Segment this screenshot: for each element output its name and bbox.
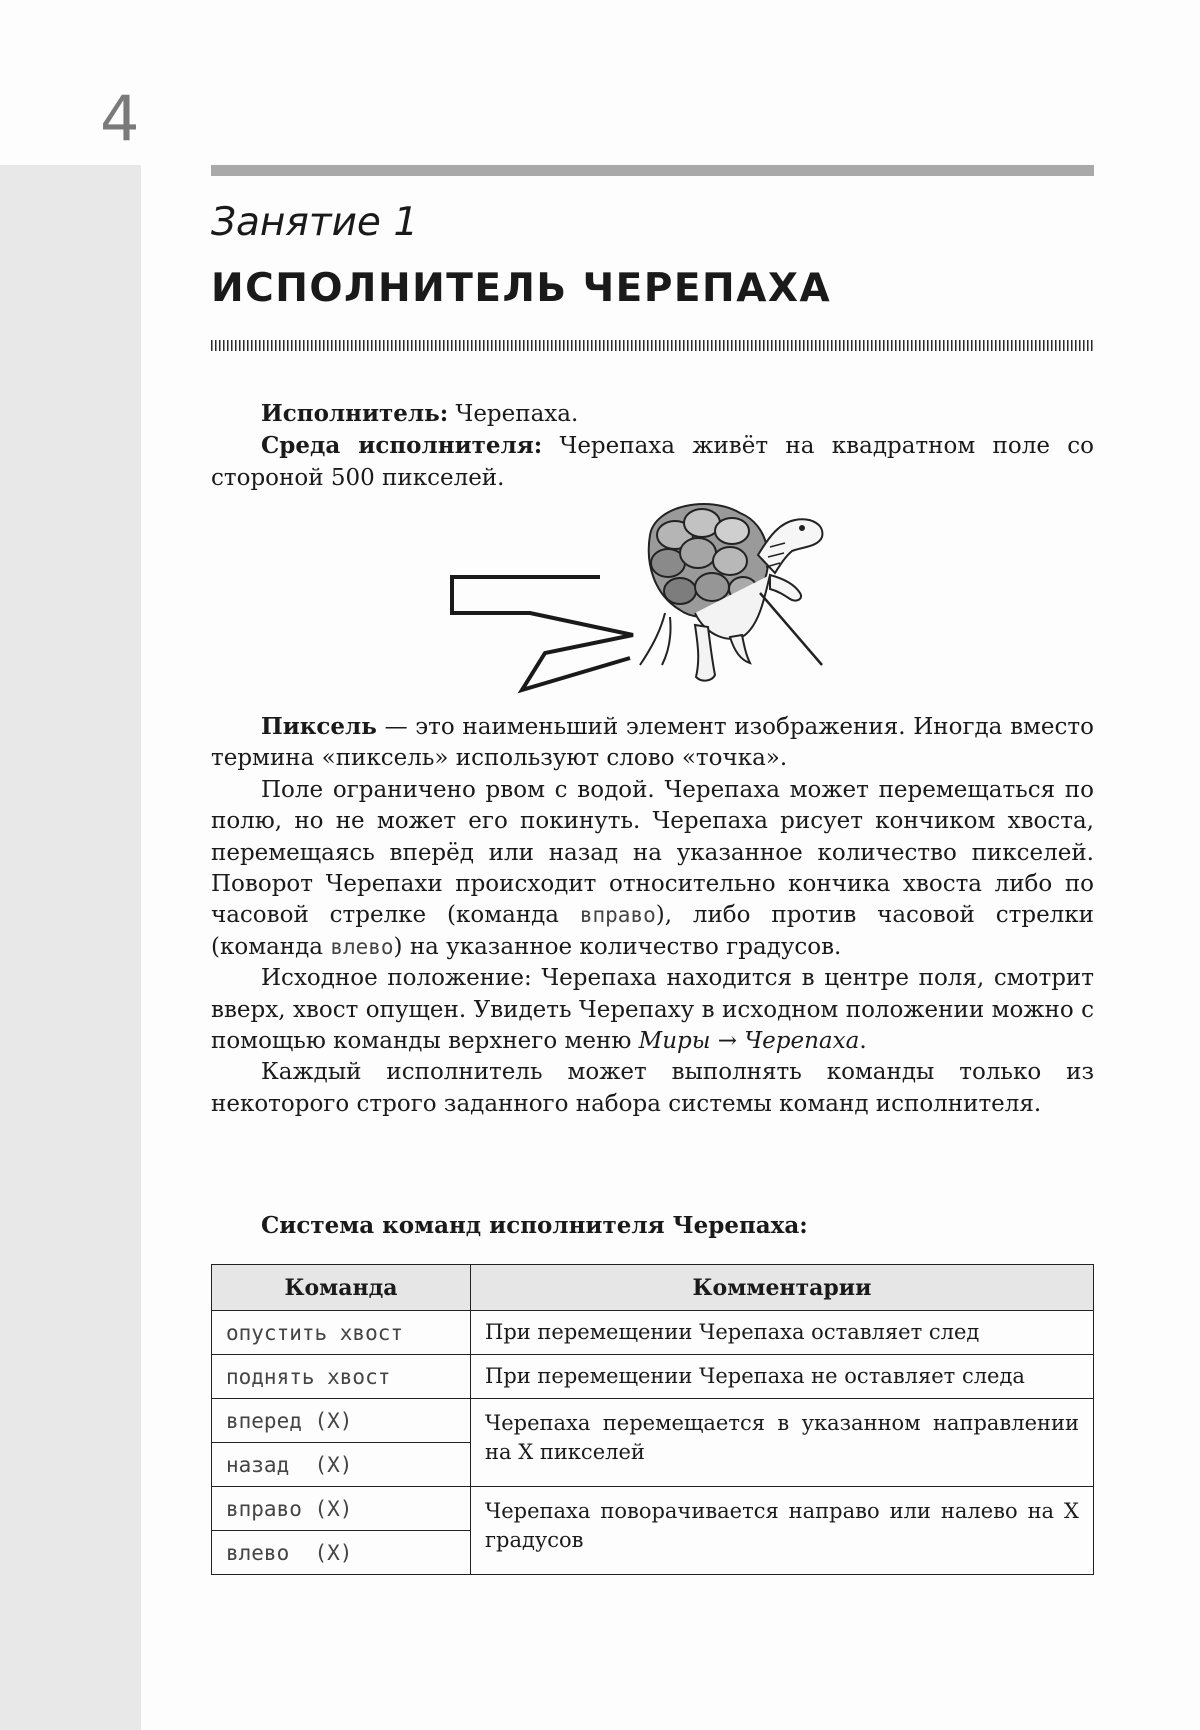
column-header-command: Команда [212,1265,471,1311]
command-cell: вперед (X) [212,1399,471,1443]
start-text-1: Исходное положение: Черепаха находится в центре поля, смотрит вверх, хвост опущен. Увидеть Черепаху в исходном положении можно с помощью команды верхнего меню [211,965,1094,1055]
table-row [212,1487,1094,1531]
commands-table [211,1264,1094,1575]
table-header-row [212,1265,1094,1311]
field-text-3: ) на указанное количество градусов. [393,933,842,960]
comment-cell: Черепаха поворачивается направо или налево на X градусов [471,1487,1094,1575]
column-header-comment: Комментарии [471,1265,1094,1311]
lesson-title: ИСПОЛНИТЕЛЬ ЧЕРЕПАХА [211,266,832,311]
side-margin-bar [0,165,141,1730]
command-left: влево [330,934,394,959]
command-right: вправо [579,903,656,928]
table-row [212,1311,1094,1355]
pixel-term: Пиксель [261,713,377,740]
environment-label: Среда исполнителя: [261,432,543,460]
command-cell: опустить хвост [212,1311,471,1355]
intro-block [211,398,1094,494]
executor-value: Черепаха. [448,401,579,427]
table-row [212,1355,1094,1399]
field-paragraph [211,775,1094,963]
command-cell: влево (X) [212,1531,471,1575]
environment-paragraph [211,430,1094,494]
table-row [212,1399,1094,1443]
field-text-2: ), либо против часовой стрелки (команда [211,902,1094,960]
environment-value: Черепаха живёт на квадратном поле со стороной 500 пикселей. [211,433,1094,491]
comment-cell: При перемещении Черепаха оставляет след [471,1311,1094,1355]
field-text-1: Поле ограничено рвом с водой. Черепаха может перемещаться по полю, но не может его покинуть. Черепаха рисует кончиком хвоста, перемещаясь вперёд или назад на указанное количество пикселей. Поворот Черепахи происходит относительно кончика хвоста либо по часовой стрелке (команда [211,776,1094,929]
menu-path: Миры → Черепаха [638,1028,860,1055]
command-cell: назад (X) [212,1443,471,1487]
start-text-2: . [859,1028,867,1055]
comment-cell: Черепаха перемещается в указанном направлении на X пикселей [471,1399,1094,1487]
turtle-drawing-icon [440,495,860,700]
comment-cell: При перемещении Черепаха не оставляет следа [471,1355,1094,1399]
table-heading: Система команд исполнителя Черепаха: [261,1212,808,1239]
hatched-divider [211,340,1094,351]
lesson-label: Занятие 1 [211,200,419,245]
executor-paragraph [211,398,1094,430]
pixel-definition: — это наименьший элемент изображения. Иногда вместо термина «пиксель» используют слово «точка». [211,714,1094,772]
start-paragraph [211,963,1094,1057]
top-rule [211,165,1094,176]
body-block [211,711,1094,1120]
page-number: 4 [100,82,140,155]
pixel-paragraph [211,711,1094,775]
command-cell: вправо (X) [212,1487,471,1531]
executor-label: Исполнитель: [261,400,449,427]
command-cell: поднять хвост [212,1355,471,1399]
commands-paragraph: Каждый исполнитель может выполнять команды только из некоторого строго заданного набора системы команд исполнителя. [211,1059,1094,1117]
